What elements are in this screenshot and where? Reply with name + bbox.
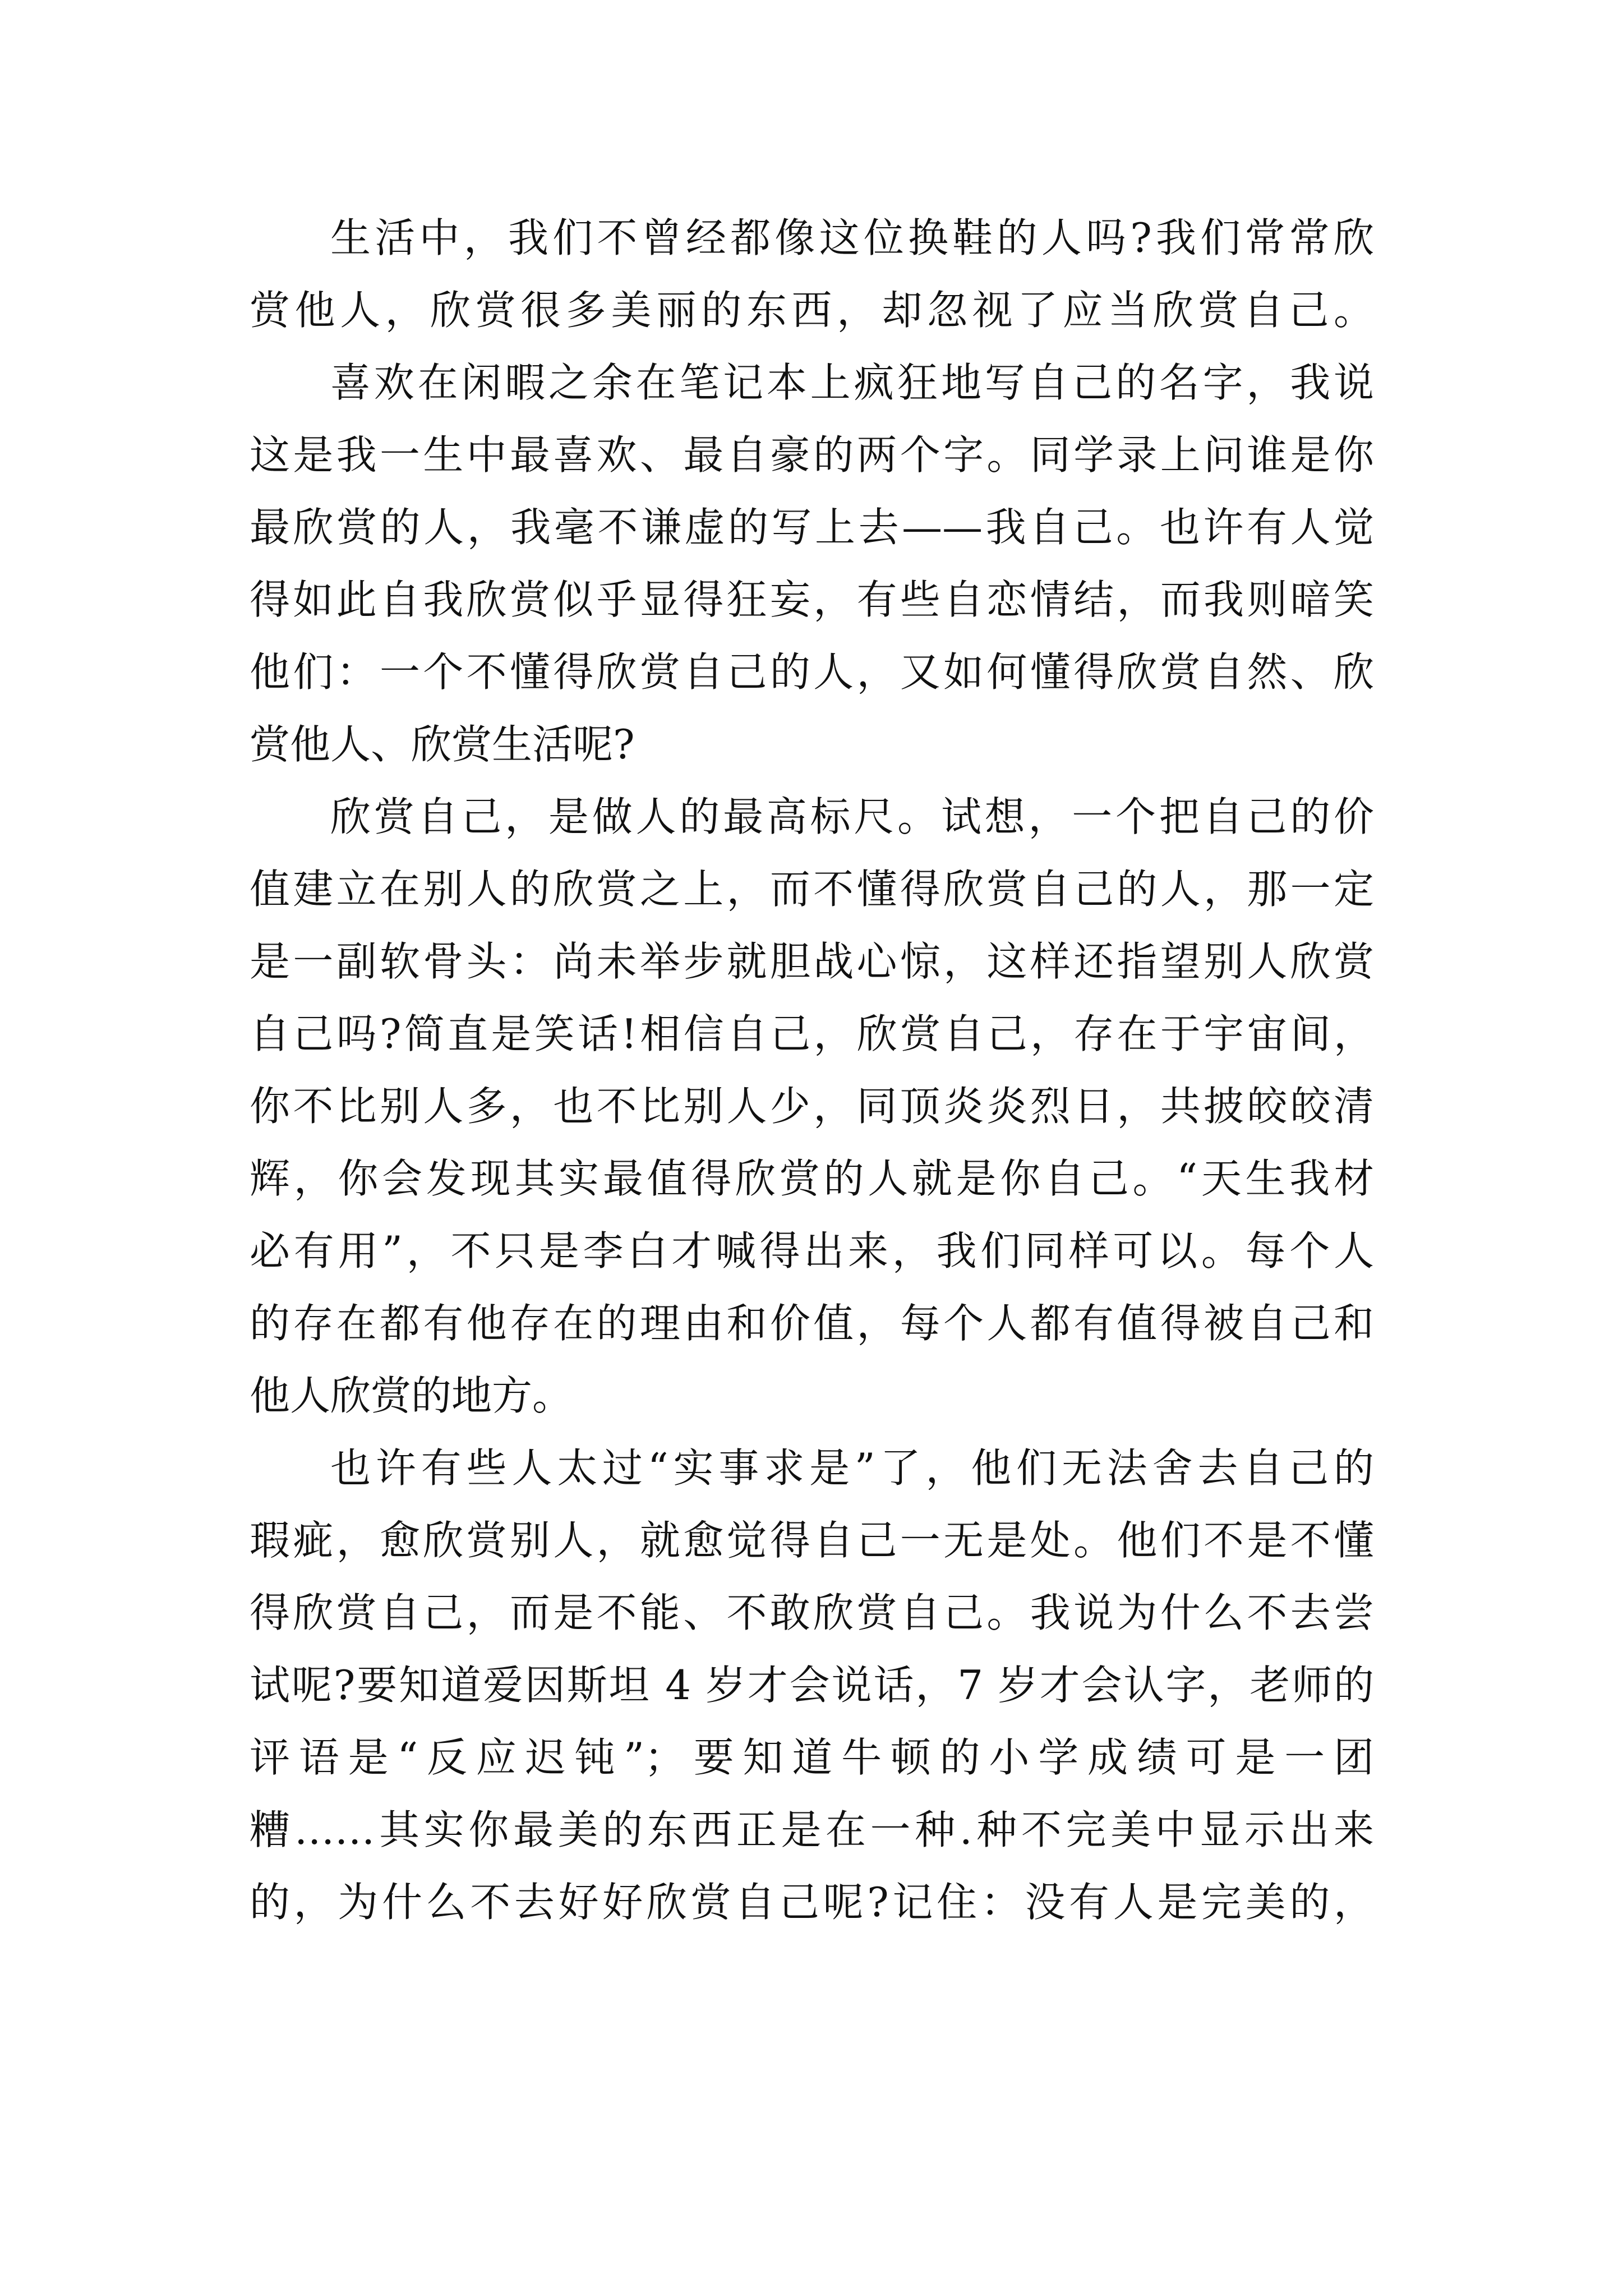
text-line: 也许有些人太过“实事求是”了，他们无法舍去自己的: [330, 1444, 1374, 1492]
text-line: 得如此自我欣赏似乎显得狂妄，有些自恋情结，而我则暗笑: [250, 576, 1374, 623]
text-line: 赏他人，欣赏很多美丽的东西，却忽视了应当欣赏自己。: [250, 287, 1374, 334]
text-line: 最欣赏的人，我毫不谦虚的写上去——我自己。也许有人觉: [250, 504, 1374, 551]
text-line: 值建立在别人的欣赏之上，而不懂得欣赏自己的人，那一定: [250, 866, 1374, 913]
text-line: 的，为什么不去好好欣赏自己呢?记住：没有人是完美的，: [250, 1879, 1374, 1926]
text-line: 评语是“反应迟钝”；要知道牛顿的小学成绩可是一团: [250, 1734, 1374, 1781]
text-line: 得欣赏自己，而是不能、不敢欣赏自己。我说为什么不去尝: [250, 1589, 1374, 1636]
text-line: 糟……其实你最美的东西正是在一种.种不完美中显示出来: [250, 1806, 1374, 1853]
text-line: 是一副软骨头：尚未举步就胆战心惊，这样还指望别人欣赏: [250, 938, 1374, 985]
text-line: 生活中，我们不曾经都像这位换鞋的人吗?我们常常欣: [330, 214, 1374, 261]
text-line: 必有用”，不只是李白才喊得出来，我们同样可以。每个人: [250, 1227, 1374, 1274]
text-line: 你不比别人多，也不比别人少，同顶炎炎烈日，共披皎皎清: [250, 1083, 1374, 1130]
text-line: 试呢?要知道爱因斯坦 4 岁才会说话，7 岁才会认字，老师的: [250, 1662, 1374, 1709]
text-line: 喜欢在闲暇之余在笔记本上疯狂地写自己的名字，我说: [330, 359, 1374, 406]
text-line: 欣赏自己，是做人的最高标尺。试想，一个把自己的价: [330, 793, 1374, 840]
text-line: 他们：一个不懂得欣赏自己的人，又如何懂得欣赏自然、欣: [250, 648, 1374, 696]
text-line: 自己吗?简直是笑话!相信自己，欣赏自己，存在于宇宙间，: [250, 1010, 1374, 1057]
text-line: 的存在都有他存在的理由和价值，每个人都有值得被自己和: [250, 1300, 1374, 1347]
text-line: 他人欣赏的地方。: [250, 1372, 573, 1419]
text-line: 这是我一生中最喜欢、最自豪的两个字。同学录上问谁是你: [250, 431, 1374, 478]
text-line: 辉，你会发现其实最值得欣赏的人就是你自己。“天生我材: [250, 1155, 1374, 1202]
text-line: 瑕疵，愈欣赏别人，就愈觉得自己一无是处。他们不是不懂: [250, 1517, 1374, 1564]
text-line: 赏他人、欣赏生活呢?: [250, 721, 635, 768]
document-body: [250, 202, 1374, 1939]
